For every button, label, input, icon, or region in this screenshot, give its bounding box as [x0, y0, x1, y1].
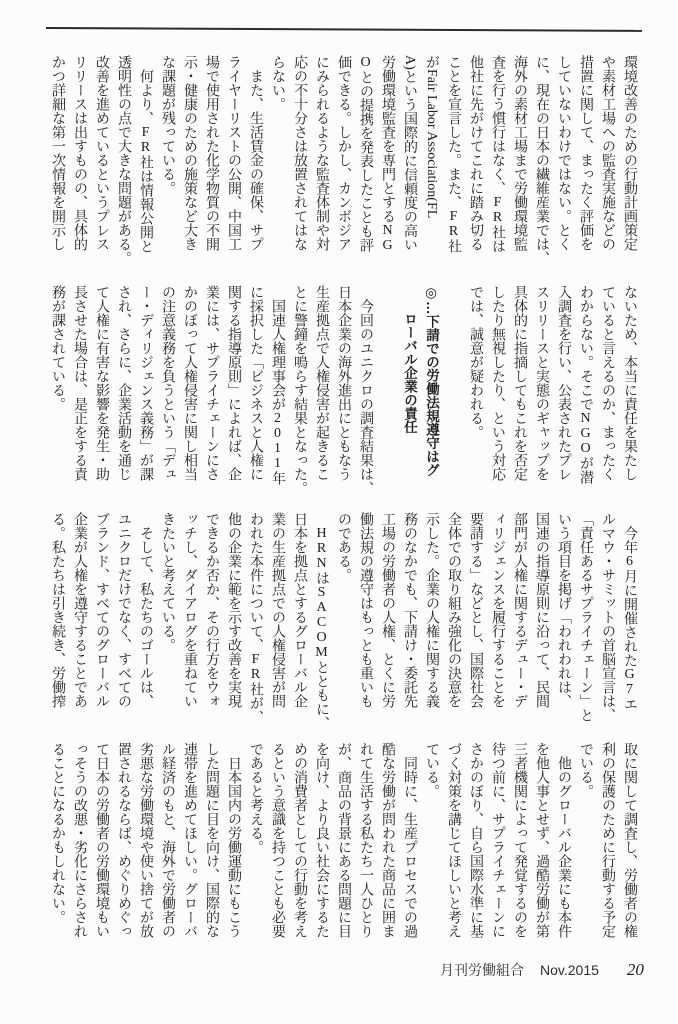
text-column: のである。	[336, 512, 351, 582]
text-column: され、さらに、企業活動を通じ	[116, 285, 131, 481]
text-column: かつ詳細な第一次情報を開示し	[50, 55, 65, 251]
text-column: 「責任あるサプライチェーン」と	[578, 512, 593, 722]
page-top-rule	[46, 27, 642, 32]
text-column: われた本件について、FR社が、	[248, 512, 263, 724]
text-column: にみられるような監査体制や対	[314, 55, 329, 251]
text-column: 酷な労働が問われた商品に囲ま	[380, 742, 395, 938]
text-column: 業には、サプライチェーンにさ	[204, 285, 219, 481]
text-column: 示・健康のための施策など大き	[182, 55, 197, 251]
text-column: でいる。	[578, 742, 593, 798]
text-column: リリースは出すものの、具体的	[72, 55, 87, 251]
text-column: ライヤーリストの公開、中国工	[226, 55, 241, 251]
text-column: 要請する」などとし、国際社会	[468, 512, 483, 708]
band-3	[46, 512, 640, 730]
text-column: 入調査を行い、公表されたプレ	[556, 285, 571, 481]
text-column: 措置に関して、まったく評価を	[578, 55, 593, 251]
text-column: ユニクロだけでなく、すべての	[116, 512, 131, 708]
text-column: 企業が人権を遵守することであ	[72, 512, 87, 708]
band-4	[46, 742, 640, 942]
text-column: らない。	[270, 55, 285, 111]
text-column: 査を行う慣行はなく、FR社は	[490, 55, 505, 253]
text-column: 全体での取り組み強化の決意を	[446, 512, 461, 708]
text-column: れて生活する私たち一人ひとり	[358, 742, 373, 938]
text-column: ことを宣言した。また、FR社	[446, 55, 461, 253]
text-column: ッチし、ダイアログを重ねてい	[182, 512, 197, 708]
text-column: っそうの改悪・劣化にさらされ	[72, 742, 87, 938]
text-column: 関する指導原則」によれば、企	[226, 285, 241, 481]
text-column: であると考える。	[248, 742, 263, 854]
text-column: Oとの提携を発表したことも評	[358, 55, 373, 252]
text-column: 務のなかでも、下請け・委託先	[402, 512, 417, 708]
text-column: 三者機関によって発覚するのを	[512, 742, 527, 938]
text-column: したり無視したり、という対応	[490, 285, 505, 481]
text-column: 生産拠点で人権侵害が起きるこ	[314, 285, 329, 481]
section-heading-column: ◎…下請での労働法規遵守はグ	[424, 285, 439, 477]
text-column: 日本を拠点とするグローバル企	[292, 512, 307, 708]
text-column: HRNはSACOMとともに、	[314, 526, 329, 730]
issue-date: Nov.2015	[540, 962, 599, 978]
text-column: そして、私たちのゴールは、	[138, 512, 153, 708]
text-column: いう項目を掲げ「われわれは、	[556, 512, 571, 708]
text-column: 待つ前に、サプライチェーンに	[490, 742, 505, 938]
text-column: さかのぼり、自ら国際水準に基	[468, 742, 483, 938]
text-column: きたいと考えている。	[160, 512, 175, 652]
text-column: を向け、より良い社会にするた	[314, 742, 329, 938]
text-column: 労働環境監査を専門とするNG	[380, 55, 395, 253]
text-column: ブランド、すべてのグローバル	[94, 512, 109, 708]
text-column: 海外の素材工場まで労働環境監	[512, 55, 527, 251]
band-2	[46, 285, 640, 495]
text-column: づく対策を講じてほしいと考え	[446, 742, 461, 938]
text-column: ることになるかもしれない。	[50, 742, 65, 924]
text-column: 場で使用された化学物質の不開	[204, 55, 219, 251]
text-column: 今年6月に開催されたG7エ	[622, 512, 637, 711]
text-column: していないわけではない。とく	[556, 55, 571, 251]
text-column: 国連の指導原則に沿って、民間	[534, 512, 549, 708]
page-number: 20	[626, 960, 644, 979]
text-column: できるか否か、その行方をウォ	[204, 512, 219, 708]
column-gap	[376, 285, 398, 485]
text-column: A)という国際的に信頼度の高い	[402, 55, 417, 252]
text-column: 価できる。しかし、カンボジア	[336, 55, 351, 251]
text-column: スリリースと実態のギャップを	[534, 285, 549, 481]
text-column: ル経済のもと、海外で労働者の	[160, 742, 175, 938]
text-column: 日本企業の海外進出にともなう	[336, 285, 351, 481]
text-column: 他のグローバル企業にも本件	[556, 742, 571, 938]
band-1	[46, 55, 640, 265]
text-column: 工場の労働者の人権、とくに労	[380, 512, 395, 708]
text-column: に、現在の日本の繊維産業では、	[534, 55, 549, 265]
text-column: 業の生産拠点での人権侵害が問	[270, 512, 285, 708]
text-column: 今回のユニクロの調査結果は、	[358, 285, 373, 495]
text-column: がFair Labor Association(FL	[424, 55, 439, 219]
text-column: 利の保護のために行動する予定	[600, 742, 615, 938]
text-column: 置されるならば、めぐりめぐっ	[116, 742, 131, 938]
section-heading-column: ローバル企業の責任	[402, 285, 417, 434]
text-column: めの消費者としての行動を考え	[292, 742, 307, 938]
text-column: 部門が人権に関するデュー・デ	[512, 512, 527, 708]
text-column: て人権に有害な影響を発生・助	[94, 285, 109, 481]
text-column: 他の企業に範を示す改善を実現	[226, 512, 241, 708]
text-column: した問題に目を向け、国際的な	[204, 742, 219, 938]
text-column: 環境改善のための行動計画策定	[622, 55, 637, 251]
column-gap	[442, 285, 464, 485]
text-column: 連帯を進めてほしい。グローバ	[182, 742, 197, 938]
text-column: て日本の労働者の労働環境もい	[94, 742, 109, 938]
text-column: 具体的に指摘してもこれを否定	[512, 285, 527, 481]
text-column: な課題が残っている。	[160, 55, 175, 195]
text-column: 長させた場合は、是正をする責	[72, 285, 87, 481]
text-column: 応の不十分さは放置されてはな	[292, 55, 307, 251]
text-column: に採択した「ビジネスと人権に	[248, 285, 263, 481]
text-column: ていると言えるのか、まったく	[600, 285, 615, 481]
text-column: ている。	[424, 742, 439, 798]
text-column: 何より、FR社は情報公開と	[138, 55, 153, 253]
text-column: ルマウ・サミットの首脳宣言は、	[600, 512, 615, 722]
text-column: また、生活賃金の確保、サプ	[248, 55, 263, 251]
text-column: では、誠意が疑われる。	[468, 285, 483, 439]
text-column: 同時に、生産プロセスでの過	[402, 742, 417, 938]
journal-title: 月刊労働組合	[440, 962, 524, 978]
text-column: とに警鐘を鳴らす結果となった。	[292, 285, 307, 495]
text-column: 劣悪な労働環境や使い捨てが放	[138, 742, 153, 938]
text-column: の注意義務を負うという「デュ	[160, 285, 175, 481]
text-column: かのぼって人権侵害に関し相当	[182, 285, 197, 481]
text-column: 務が課されている。	[50, 285, 65, 411]
text-column: わからない。そこでNGOが潜	[578, 285, 593, 484]
text-column: 示した。企業の人権に関する義	[424, 512, 439, 708]
text-column: 他社に先がけてこれに踏み切る	[468, 55, 483, 251]
text-column: ないため、本当に責任を果たし	[622, 285, 637, 481]
text-column: 日本国内の労働運動にもこう	[226, 742, 241, 938]
text-column: 取に関して調査し、労働者の権	[622, 742, 637, 938]
text-column: 透明性の点で大きな問題がある。	[116, 55, 131, 265]
text-column: ィリジェンスを履行することを	[490, 512, 505, 708]
text-column: るという意識を持つことも必要	[270, 742, 285, 938]
text-column: 国連人権理事会が2011年	[270, 285, 285, 485]
page-footer	[440, 960, 644, 980]
text-column: 改善を進めているというプレス	[94, 55, 109, 251]
text-column: を他人事とせず、過酷労働が第	[534, 742, 549, 938]
text-column: る。私たちは引き続き、労働搾	[50, 512, 65, 708]
text-column: 働法規の遵守はもっとも重いも	[358, 512, 373, 708]
text-column: が、商品の背景にある問題に目	[336, 742, 351, 938]
text-column: ー・ディリジェンス義務」が課	[138, 285, 153, 481]
text-column: や素材工場への監査実施などの	[600, 55, 615, 251]
